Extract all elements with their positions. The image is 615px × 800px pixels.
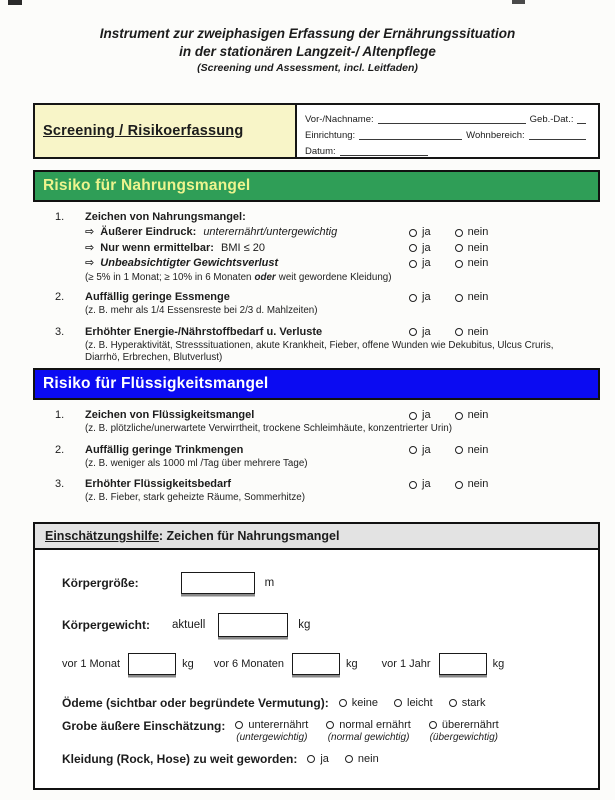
item-number: 2. bbox=[55, 291, 65, 303]
estimate-label: Grobe äußere Einschätzung: bbox=[62, 719, 226, 733]
weight-6months-input[interactable] bbox=[292, 653, 340, 675]
radio-normal-ernaehrt[interactable] bbox=[326, 721, 334, 729]
ja-label: ja bbox=[422, 226, 431, 238]
screening-header-box bbox=[33, 103, 600, 159]
fluid-item3-note: (z. B. Fieber, stark geheizte Räume, Sommerhitze) bbox=[85, 492, 305, 503]
date-field[interactable] bbox=[340, 145, 428, 156]
food-item3-note: (z. B. Hyperaktivität, Stresssituationen, akute Krankheit, Fieber, offene Wunden wie Dekubitus, Ulcus Cruris, Diarrhö, Erbrechen, Blutverlust) bbox=[85, 339, 554, 363]
weight-1year-input[interactable] bbox=[439, 653, 487, 675]
fluid-item2-label: Auffällig geringe Trinkmengen bbox=[85, 443, 244, 456]
nein-label: nein bbox=[467, 478, 489, 490]
radio-ja[interactable] bbox=[409, 294, 417, 302]
name-label: Vor-/Nachname: bbox=[305, 114, 374, 125]
section-header-nahrungsmangel bbox=[33, 170, 600, 202]
oedema-label: Ödeme (sichtbar oder begründete Vermutung): bbox=[62, 696, 329, 710]
radio-ja[interactable] bbox=[409, 328, 417, 336]
fluessigkeitsmangel-questions bbox=[33, 404, 600, 505]
kg-unit: kg bbox=[182, 658, 194, 670]
estimate-normal-sublabel: (normal gewichtig) bbox=[327, 732, 410, 743]
ja-label: ja bbox=[320, 753, 329, 765]
kg-unit: kg bbox=[492, 658, 505, 670]
radio-nein[interactable] bbox=[455, 446, 463, 454]
food-item1-sub2-detail: BMI ≤ 20 bbox=[221, 241, 265, 254]
name-field[interactable] bbox=[378, 113, 526, 124]
scan-artifact bbox=[512, 0, 525, 4]
ja-label: ja bbox=[422, 325, 431, 338]
food-item1-note-post: weit gewordene Kleidung) bbox=[278, 271, 392, 283]
oedema-light-label: leicht bbox=[407, 697, 433, 709]
radio-ja[interactable] bbox=[409, 481, 417, 489]
food-item1-label: Zeichen von Nahrungsmangel: bbox=[85, 211, 246, 223]
radio-ja[interactable] bbox=[409, 229, 417, 237]
height-unit: m bbox=[264, 577, 275, 589]
fluid-item2-note: (z. B. weniger als 1000 ml /Tag über mehrere Tage) bbox=[85, 457, 308, 469]
weight-1year-label: vor 1 Jahr bbox=[381, 658, 431, 670]
birthdate-label: Geb.-Dat.: bbox=[529, 114, 574, 125]
document-title bbox=[0, 25, 615, 75]
nein-label: nein bbox=[467, 257, 489, 269]
date-label: Datum: bbox=[305, 146, 336, 157]
radio-ja[interactable] bbox=[409, 412, 417, 420]
item-number: 1. bbox=[55, 409, 65, 421]
nein-label: nein bbox=[467, 325, 489, 338]
fluid-item1-note: (z. B. plötzliche/unerwartete Verwirrtheit, trockene Schleimhäute, konzentrierter Urin) bbox=[85, 423, 452, 434]
item-number: 2. bbox=[55, 443, 65, 456]
food-item2-label: Auffällig geringe Essmenge bbox=[85, 291, 230, 303]
nein-label: nein bbox=[467, 241, 489, 254]
height-input[interactable] bbox=[181, 572, 255, 594]
einschaetzungshilfe-title: Einschätzungshilfe bbox=[45, 529, 159, 543]
estimate-under-label: unterernährt bbox=[248, 719, 309, 731]
arrow-icon: ⇨ bbox=[85, 257, 95, 269]
weight-6months-label: vor 6 Monaten bbox=[213, 658, 285, 670]
radio-ja[interactable] bbox=[409, 260, 417, 268]
item-number: 3. bbox=[55, 325, 65, 338]
height-label: Körpergröße: bbox=[62, 576, 139, 590]
nein-label: nein bbox=[357, 753, 379, 765]
ja-label: ja bbox=[422, 478, 431, 490]
food-item1-sub1-label: Äußerer Eindruck: bbox=[100, 226, 197, 238]
nein-label: nein bbox=[467, 226, 489, 238]
food-item1-sub3-label: Unbeabsichtigter Gewichtsverlust bbox=[100, 257, 279, 269]
arrow-icon: ⇨ bbox=[85, 241, 95, 254]
ja-label: ja bbox=[422, 443, 431, 456]
einschaetzungshilfe-title-rest: : Zeichen für Nahrungsmangel bbox=[158, 529, 340, 543]
radio-stark[interactable] bbox=[449, 699, 457, 707]
radio-ueberernaehrt[interactable] bbox=[429, 721, 437, 729]
title-line-2: in der stationären Langzeit-/ Altenpflege bbox=[179, 44, 436, 59]
radio-nein[interactable] bbox=[455, 294, 463, 302]
radio-unterernaehrt[interactable] bbox=[235, 721, 243, 729]
item-number: 3. bbox=[55, 478, 65, 490]
radio-ja[interactable] bbox=[307, 755, 315, 763]
birthdate-field[interactable] bbox=[577, 113, 586, 124]
oedema-strong-label: stark bbox=[461, 697, 486, 709]
einschaetzungshilfe-box bbox=[33, 522, 600, 790]
oedema-none-label: keine bbox=[351, 697, 378, 709]
facility-label: Einrichtung: bbox=[305, 130, 356, 141]
nahrungsmangel-questions bbox=[33, 206, 600, 365]
title-subtitle: (Screening und Assessment, incl. Leitfaden) bbox=[197, 62, 418, 74]
ja-label: ja bbox=[422, 291, 431, 303]
item-number: 1. bbox=[55, 211, 65, 223]
scan-artifact bbox=[8, 0, 22, 5]
weight-label: Körpergewicht: bbox=[62, 618, 151, 632]
food-item2-note: (z. B. mehr als 1/4 Essensreste bei 2/3 d. Mahlzeiten) bbox=[85, 305, 318, 316]
radio-nein[interactable] bbox=[455, 244, 463, 252]
estimate-over-label: überernährt bbox=[441, 719, 499, 731]
einschaetzungshilfe-header bbox=[35, 524, 598, 550]
facility-field[interactable] bbox=[359, 129, 462, 140]
radio-nein[interactable] bbox=[455, 260, 463, 268]
section-title-fluessigkeitsmangel: Risiko für Flüssigkeitsmangel bbox=[43, 375, 269, 392]
radio-leicht[interactable] bbox=[394, 699, 402, 707]
estimate-under-sublabel: (untergewichtig) bbox=[236, 732, 308, 743]
screening-title: Screening / Risikoerfassung bbox=[43, 123, 244, 139]
fluid-item3-label: Erhöhter Flüssigkeitsbedarf bbox=[85, 478, 232, 490]
estimate-over-sublabel: (übergewichtig) bbox=[429, 732, 498, 743]
kg-unit: kg bbox=[346, 658, 358, 670]
food-item1-sub2-label: Nur wenn ermittelbar: bbox=[100, 241, 214, 254]
food-item3-label: Erhöhter Energie-/Nährstoffbedarf u. Verluste bbox=[85, 325, 323, 338]
patient-data-cell bbox=[297, 105, 598, 157]
estimate-normal-label: normal ernährt bbox=[339, 719, 411, 731]
ward-field[interactable] bbox=[529, 129, 586, 140]
weight-current-label: aktuell bbox=[172, 619, 206, 631]
nein-label: nein bbox=[467, 409, 489, 421]
food-item1-note-oder: oder bbox=[254, 271, 276, 283]
food-item1-sub1-detail: unterernährt/untergewichtig bbox=[203, 226, 338, 238]
ward-label: Wohnbereich: bbox=[466, 130, 525, 141]
title-line-1: Instrument zur zweiphasigen Erfassung der Ernährungssituation bbox=[99, 26, 516, 41]
screening-title-cell bbox=[35, 105, 297, 157]
radio-ja[interactable] bbox=[409, 446, 417, 454]
ja-label: ja bbox=[422, 257, 431, 269]
radio-nein[interactable] bbox=[455, 481, 463, 489]
radio-nein[interactable] bbox=[455, 229, 463, 237]
ja-label: ja bbox=[422, 241, 431, 254]
radio-nein[interactable] bbox=[455, 328, 463, 336]
nein-label: nein bbox=[467, 443, 489, 456]
weight-1month-input[interactable] bbox=[128, 653, 176, 675]
section-header-fluessigkeitsmangel bbox=[33, 368, 600, 400]
nein-label: nein bbox=[467, 291, 489, 303]
food-item1-note-pre: (≥ 5% in 1 Monat; ≥ 10% in 6 Monaten bbox=[85, 271, 252, 283]
section-title-nahrungsmangel: Risiko für Nahrungsmangel bbox=[43, 177, 251, 194]
fluid-item1-label: Zeichen von Flüssigkeitsmangel bbox=[85, 409, 255, 421]
kg-unit: kg bbox=[298, 619, 311, 631]
radio-nein[interactable] bbox=[455, 412, 463, 420]
arrow-icon: ⇨ bbox=[85, 226, 95, 238]
radio-keine[interactable] bbox=[339, 699, 347, 707]
weight-1month-label: vor 1 Monat bbox=[62, 658, 121, 670]
weight-current-input[interactable] bbox=[218, 613, 288, 637]
radio-ja[interactable] bbox=[409, 244, 417, 252]
ja-label: ja bbox=[422, 409, 431, 421]
clothing-label: Kleidung (Rock, Hose) zu weit geworden: bbox=[62, 752, 298, 766]
radio-nein[interactable] bbox=[345, 755, 353, 763]
